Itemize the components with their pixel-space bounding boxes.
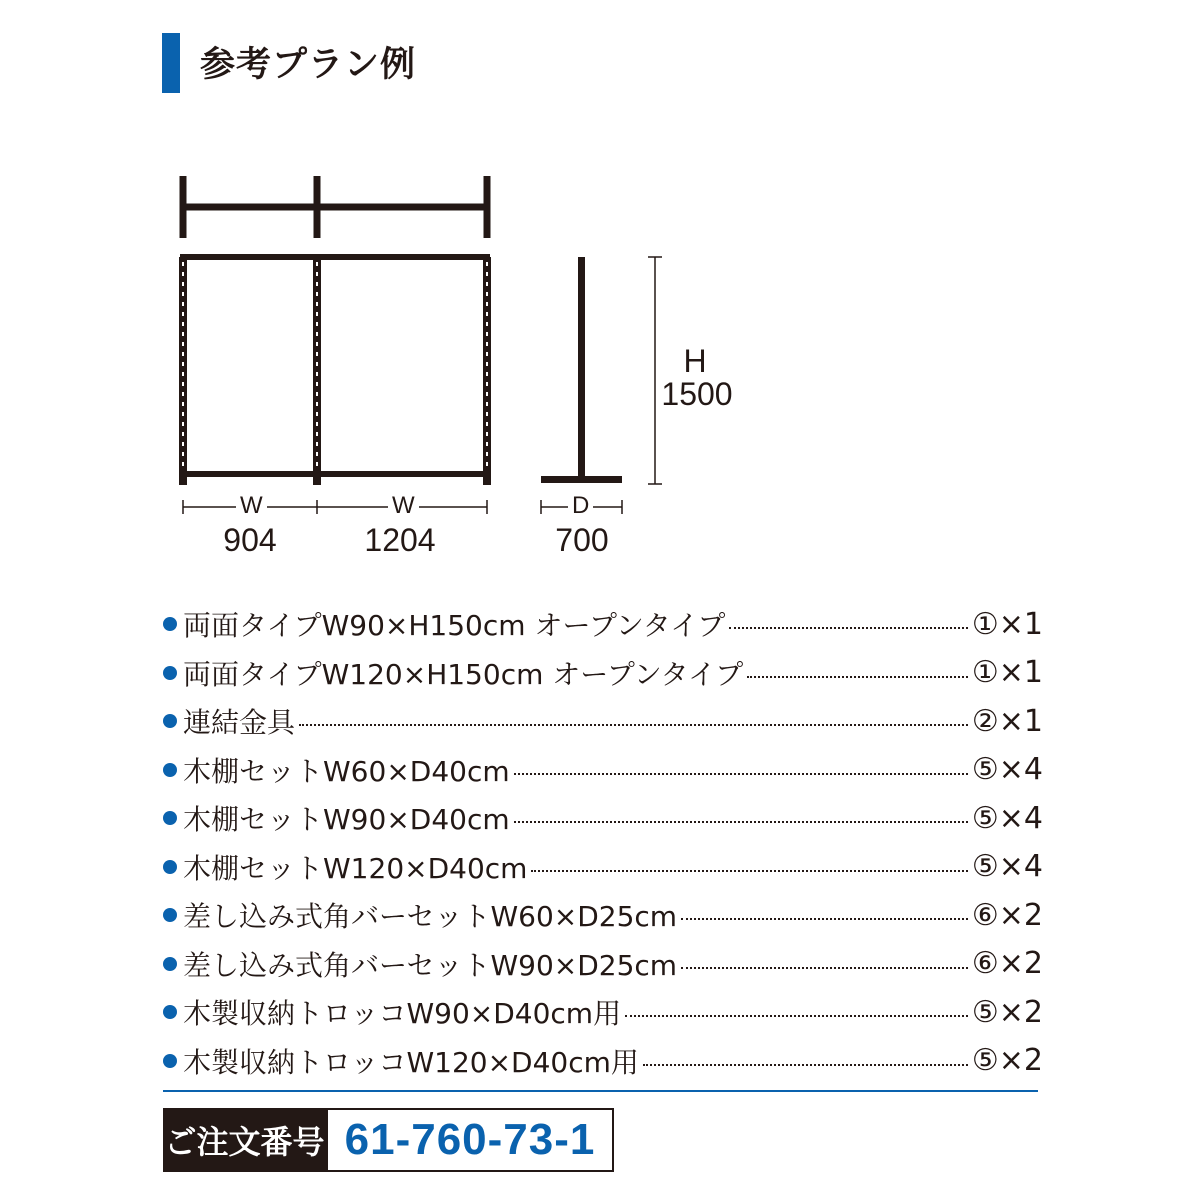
item-quantity: ×1 [998,655,1043,691]
item-code: ① [971,655,999,691]
width-dimension-lines [183,500,487,514]
leader-dots [514,773,968,775]
height-letter: H [683,343,707,379]
width-letter-2: W [388,494,419,518]
side-view [541,257,622,483]
leader-dots [747,676,968,678]
bullet-icon [163,714,177,728]
item-quantity: ×4 [998,849,1043,885]
order-number: 61-760-73-1 [326,1108,614,1172]
leader-dots [729,627,967,629]
item-name: 木製収納トロッコW120×D40cm用 [183,1045,639,1079]
divider [163,1090,1038,1092]
bullet-icon [163,1005,177,1019]
leader-dots [514,821,968,823]
item-quantity: ×2 [998,1043,1043,1079]
leader-dots [531,870,967,872]
item-code: ⑤ [971,849,999,885]
item-quantity: ×2 [998,897,1043,933]
leader-dots [681,918,968,920]
width-value-1: 904 [223,522,277,558]
list-item [163,649,1043,698]
bullet-icon [163,811,177,825]
bullet-icon [163,1054,177,1068]
item-name: 木棚セットW60×D40cm [183,754,510,788]
width-value-2: 1204 [364,522,436,558]
parts-list [163,600,1043,1085]
item-code: ⑤ [971,800,999,836]
item-code: ② [971,703,999,739]
height-value: 1500 [661,376,733,412]
page-title: 参考プラン例 [200,45,417,85]
item-name: 木棚セットW120×D40cm [183,851,528,885]
item-name: 木棚セットW90×D40cm [183,803,510,837]
item-code: ⑤ [971,994,999,1030]
list-item [163,600,1043,649]
list-item [163,940,1043,989]
leader-dots [299,724,968,726]
item-name: 差し込み式角バーセットW90×D25cm [183,948,678,982]
bullet-icon [163,957,177,971]
item-code: ① [971,606,999,642]
bullet-icon [163,666,177,680]
item-quantity: ×4 [998,752,1043,788]
item-code: ⑤ [971,752,999,788]
leader-dots [625,1015,968,1017]
item-code: ⑤ [971,1043,999,1079]
depth-value: 700 [555,522,609,558]
item-quantity: ×2 [998,946,1043,982]
item-name: 連結金具 [183,706,296,740]
height-dimension-lines [648,257,662,484]
front-view [179,257,491,485]
list-item [163,843,1043,892]
bullet-icon [163,860,177,874]
bullet-icon [163,908,177,922]
item-code: ⑥ [971,946,999,982]
bullet-icon [163,763,177,777]
width-letter-1: W [236,494,267,518]
list-item [163,1037,1043,1086]
list-item [163,891,1043,940]
item-code: ⑥ [971,897,999,933]
item-quantity: ×1 [998,606,1043,642]
leader-dots [681,967,968,969]
item-quantity: ×4 [998,800,1043,836]
top-view [183,176,487,238]
item-quantity: ×2 [998,994,1043,1030]
item-name: 木製収納トロッコW90×D40cm用 [183,997,622,1031]
order-label: ご注文番号 [163,1108,326,1172]
item-name: 両面タイプW120×H150cm オープンタイプ [183,657,744,691]
list-item [163,988,1043,1037]
list-item [163,697,1043,746]
item-name: 両面タイプW90×H150cm オープンタイプ [183,609,726,643]
item-quantity: ×1 [998,703,1043,739]
depth-letter: D [568,494,593,518]
leader-dots [643,1064,968,1066]
item-name: 差し込み式角バーセットW60×D25cm [183,900,678,934]
list-item [163,794,1043,843]
bullet-icon [163,617,177,631]
list-item [163,746,1043,795]
